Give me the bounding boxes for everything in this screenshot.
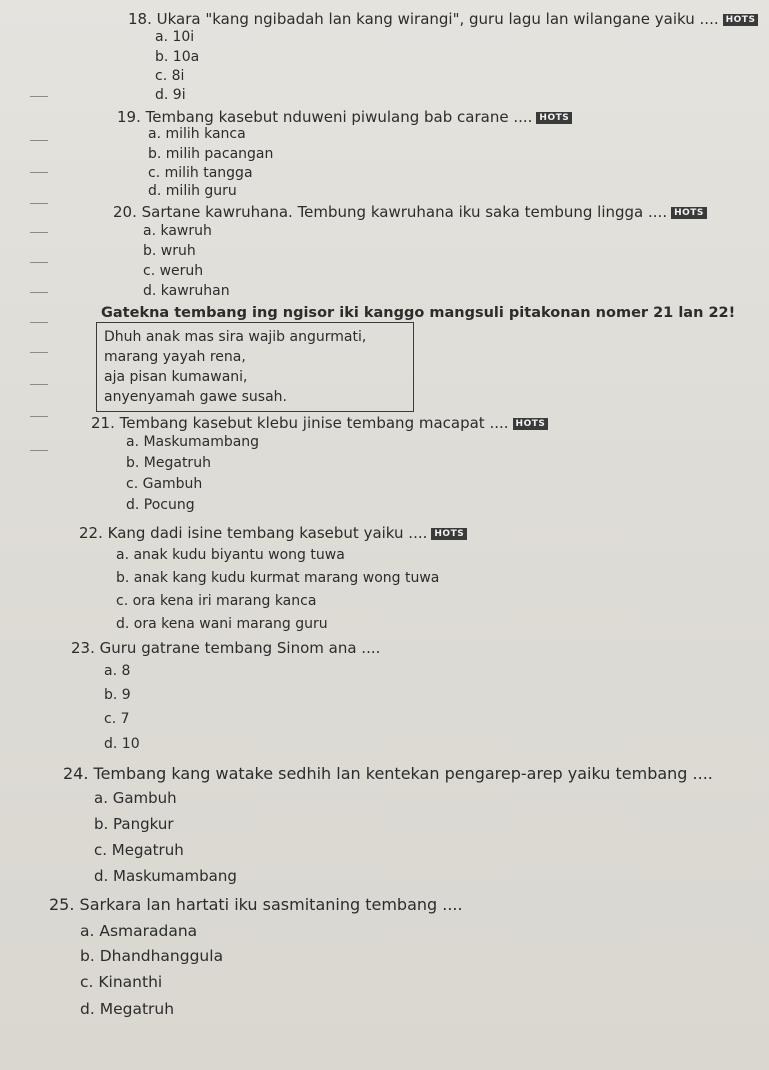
- option-22b[interactable]: b. anak kang kudu kurmat marang wong tuwa: [116, 570, 440, 586]
- question-text: 20. Sartane kawruhana. Tembung kawruhana iku saka tembung lingga ....: [113, 203, 668, 221]
- option-21a[interactable]: a. Maskumambang: [126, 434, 260, 450]
- option-25a[interactable]: a. Asmaradana: [80, 922, 198, 940]
- question-23: [71, 639, 380, 657]
- option-18c[interactable]: c. 8i: [155, 68, 185, 84]
- option-19b[interactable]: b. milih pacangan: [148, 146, 274, 162]
- question-20: [113, 203, 707, 221]
- option-25b[interactable]: b. Dhandhanggula: [80, 947, 224, 965]
- option-23b[interactable]: b. 9: [104, 687, 131, 703]
- margin-mark: [30, 262, 48, 263]
- option-22d[interactable]: d. ora kena wani marang guru: [116, 616, 328, 632]
- question-text: 23. Guru gatrane tembang Sinom ana ....: [71, 639, 381, 657]
- option-25d[interactable]: d. Megatruh: [80, 1000, 175, 1018]
- option-20c[interactable]: c. weruh: [143, 263, 204, 279]
- question-18: [128, 10, 758, 28]
- option-23c[interactable]: c. 7: [104, 711, 130, 727]
- poem-box: [96, 322, 414, 412]
- margin-mark: [30, 322, 48, 323]
- option-25c[interactable]: c. Kinanthi: [80, 973, 163, 991]
- option-24c[interactable]: c. Megatruh: [94, 841, 184, 859]
- option-22c[interactable]: c. ora kena iri marang kanca: [116, 593, 317, 609]
- option-20a[interactable]: a. kawruh: [143, 223, 212, 239]
- margin-mark: [30, 232, 48, 233]
- option-21b[interactable]: b. Megatruh: [126, 455, 211, 471]
- question-25: [49, 895, 463, 914]
- hots-badge: HOTS: [513, 418, 549, 430]
- margin-mark: [30, 292, 48, 293]
- question-19: [117, 108, 572, 126]
- poem-line: Dhuh anak mas sira wajib angurmati,: [104, 329, 367, 345]
- hots-badge: HOTS: [671, 207, 707, 219]
- question-text: 25. Sarkara lan hartati iku sasmitaning tembang ....: [49, 895, 463, 914]
- option-24a[interactable]: a. Gambuh: [94, 789, 177, 807]
- hots-badge: HOTS: [431, 528, 467, 540]
- option-19d[interactable]: d. milih guru: [148, 183, 237, 199]
- question-text: 24. Tembang kang watake sedhih lan kentekan pengarep-arep yaiku tembang ....: [63, 764, 713, 783]
- question-22: [79, 524, 467, 542]
- margin-mark: [30, 450, 48, 451]
- margin-mark: [30, 172, 48, 173]
- question-text: 18. Ukara "kang ngibadah lan kang wirangi", guru lagu lan wilangane yaiku ....: [128, 10, 719, 28]
- question-text: 19. Tembang kasebut nduweni piwulang bab carane ....: [117, 108, 533, 126]
- margin-mark: [30, 352, 48, 353]
- option-22a[interactable]: a. anak kudu biyantu wong tuwa: [116, 547, 345, 563]
- hots-badge: HOTS: [536, 112, 572, 124]
- option-20d[interactable]: d. kawruhan: [143, 283, 230, 299]
- option-23a[interactable]: a. 8: [104, 663, 131, 679]
- question-text: 22. Kang dadi isine tembang kasebut yaiku ....: [79, 524, 428, 542]
- margin-mark: [30, 140, 48, 141]
- option-18a[interactable]: a. 10i: [155, 29, 195, 45]
- margin-mark: [30, 384, 48, 385]
- option-18b[interactable]: b. 10a: [155, 49, 200, 65]
- option-24b[interactable]: b. Pangkur: [94, 815, 174, 833]
- option-20b[interactable]: b. wruh: [143, 243, 196, 259]
- poem-line: anyenyamah gawe susah.: [104, 389, 287, 405]
- instruction-text: Gatekna tembang ing ngisor iki kanggo mangsuli pitakonan nomer 21 lan 22!: [101, 305, 736, 321]
- option-23d[interactable]: d. 10: [104, 736, 140, 752]
- margin-mark: [30, 203, 48, 204]
- option-21c[interactable]: c. Gambuh: [126, 476, 203, 492]
- option-19c[interactable]: c. milih tangga: [148, 165, 253, 181]
- option-21d[interactable]: d. Pocung: [126, 497, 195, 513]
- option-24d[interactable]: d. Maskumambang: [94, 867, 237, 885]
- question-21: [91, 414, 548, 432]
- margin-mark: [30, 416, 48, 417]
- option-19a[interactable]: a. milih kanca: [148, 126, 246, 142]
- poem-line: marang yayah rena,: [104, 349, 246, 365]
- margin-mark: [30, 96, 48, 97]
- option-18d[interactable]: d. 9i: [155, 87, 186, 103]
- question-text: 21. Tembang kasebut klebu jinise tembang macapat ....: [91, 414, 509, 432]
- hots-badge: HOTS: [723, 14, 759, 26]
- poem-line: aja pisan kumawani,: [104, 369, 248, 385]
- question-24: [63, 764, 713, 783]
